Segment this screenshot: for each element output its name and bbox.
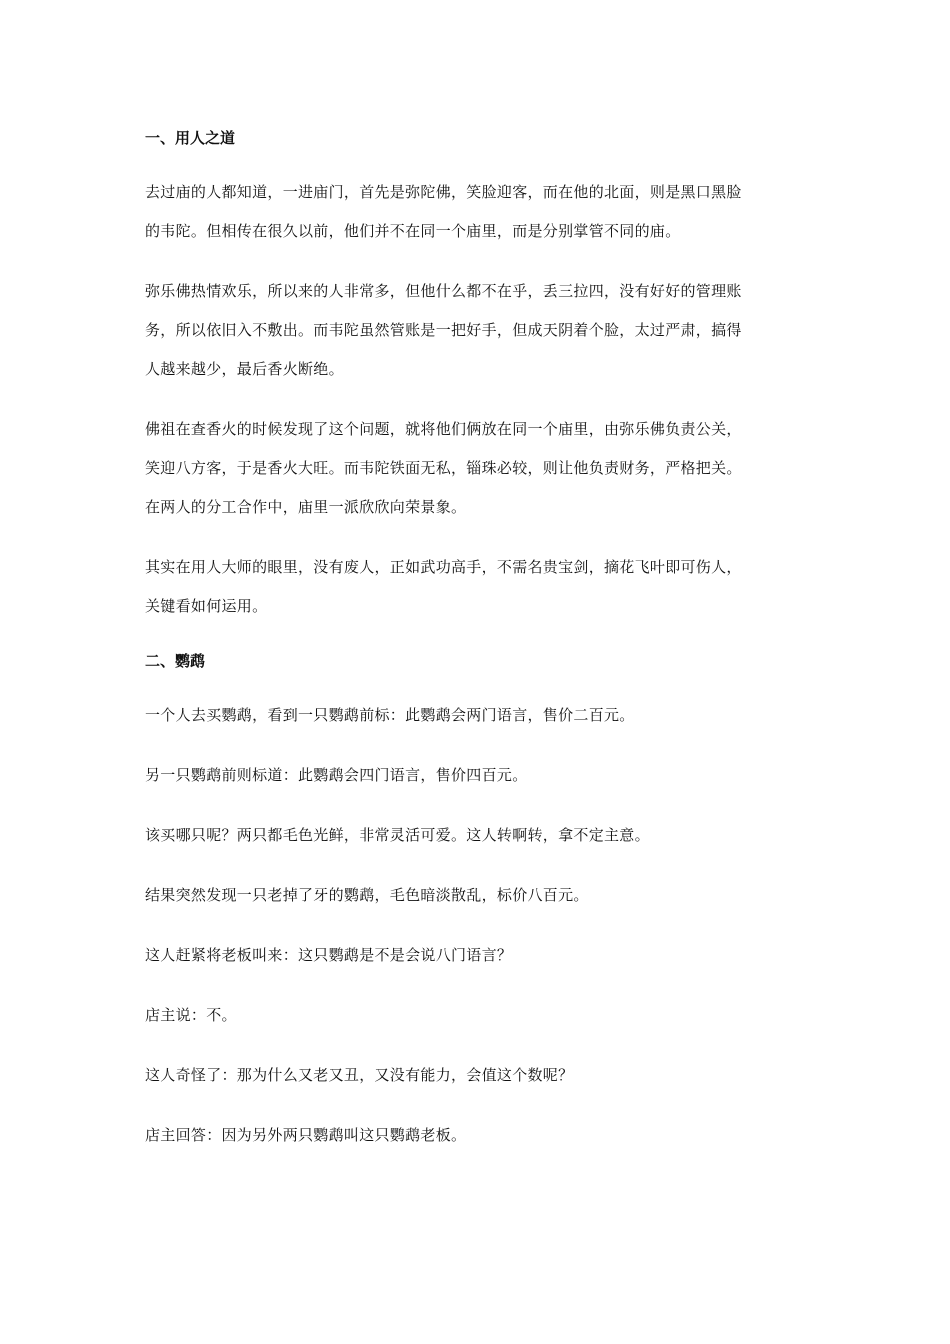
- paragraph-line: 其实在用人大师的眼里，没有废人，正如武功高手，不需名贵宝剑，摘花飞叶即可伤人，: [145, 558, 742, 576]
- story-line-6: 店主说：不。: [145, 1006, 237, 1024]
- section-heading-2: 二、鹦鹉: [145, 652, 206, 670]
- paragraph-line: 去过庙的人都知道，一进庙门，首先是弥陀佛，笑脸迎客，而在他的北面，则是黑口黑脸: [145, 183, 742, 201]
- story-line-2: 另一只鹦鹉前则标道：此鹦鹉会四门语言，售价四百元。: [145, 766, 528, 784]
- paragraph-line: 务，所以依旧入不敷出。而韦陀虽然管账是一把好手，但成天阴着个脸，太过严肃，搞得: [145, 321, 742, 339]
- paragraph-line: 关键看如何运用。: [145, 597, 268, 615]
- paragraph-line: 笑迎八方客，于是香火大旺。而韦陀铁面无私，锱珠必较，则让他负责财务，严格把关。: [145, 459, 742, 477]
- paragraph-line: 的韦陀。但相传在很久以前，他们并不在同一个庙里，而是分别掌管不同的庙。: [145, 222, 681, 240]
- story-line-7: 这人奇怪了：那为什么又老又丑，又没有能力，会值这个数呢？: [145, 1066, 574, 1084]
- paragraph-1: [145, 173, 805, 251]
- paragraph-line: 人越来越少，最后香火断绝。: [145, 360, 344, 378]
- story-line-5: 这人赶紧将老板叫来：这只鹦鹉是不是会说八门语言？: [145, 946, 513, 964]
- paragraph-3: [145, 410, 805, 527]
- paragraph-line: 佛祖在查香火的时候发现了这个问题，就将他们俩放在同一个庙里，由弥乐佛负责公关，: [145, 420, 742, 438]
- story-line-3: 该买哪只呢？两只都毛色光鲜，非常灵活可爱。这人转啊转，拿不定主意。: [145, 826, 650, 844]
- story-line-8: 店主回答：因为另外两只鹦鹉叫这只鹦鹉老板。: [145, 1126, 467, 1144]
- document-page: [145, 124, 805, 1176]
- paragraph-4: [145, 548, 805, 626]
- paragraph-line: 在两人的分工合作中，庙里一派欣欣向荣景象。: [145, 498, 467, 516]
- paragraph-line: 弥乐佛热情欢乐，所以来的人非常多，但他什么都不在乎，丢三拉四，没有好好的管理账: [145, 282, 742, 300]
- paragraph-2: [145, 272, 805, 389]
- story-line-1: 一个人去买鹦鹉，看到一只鹦鹉前标：此鹦鹉会两门语言，售价二百元。: [145, 706, 635, 724]
- section-heading-1: 一、用人之道: [145, 129, 236, 147]
- story-line-4: 结果突然发现一只老掉了牙的鹦鹉，毛色暗淡散乱，标价八百元。: [145, 886, 589, 904]
